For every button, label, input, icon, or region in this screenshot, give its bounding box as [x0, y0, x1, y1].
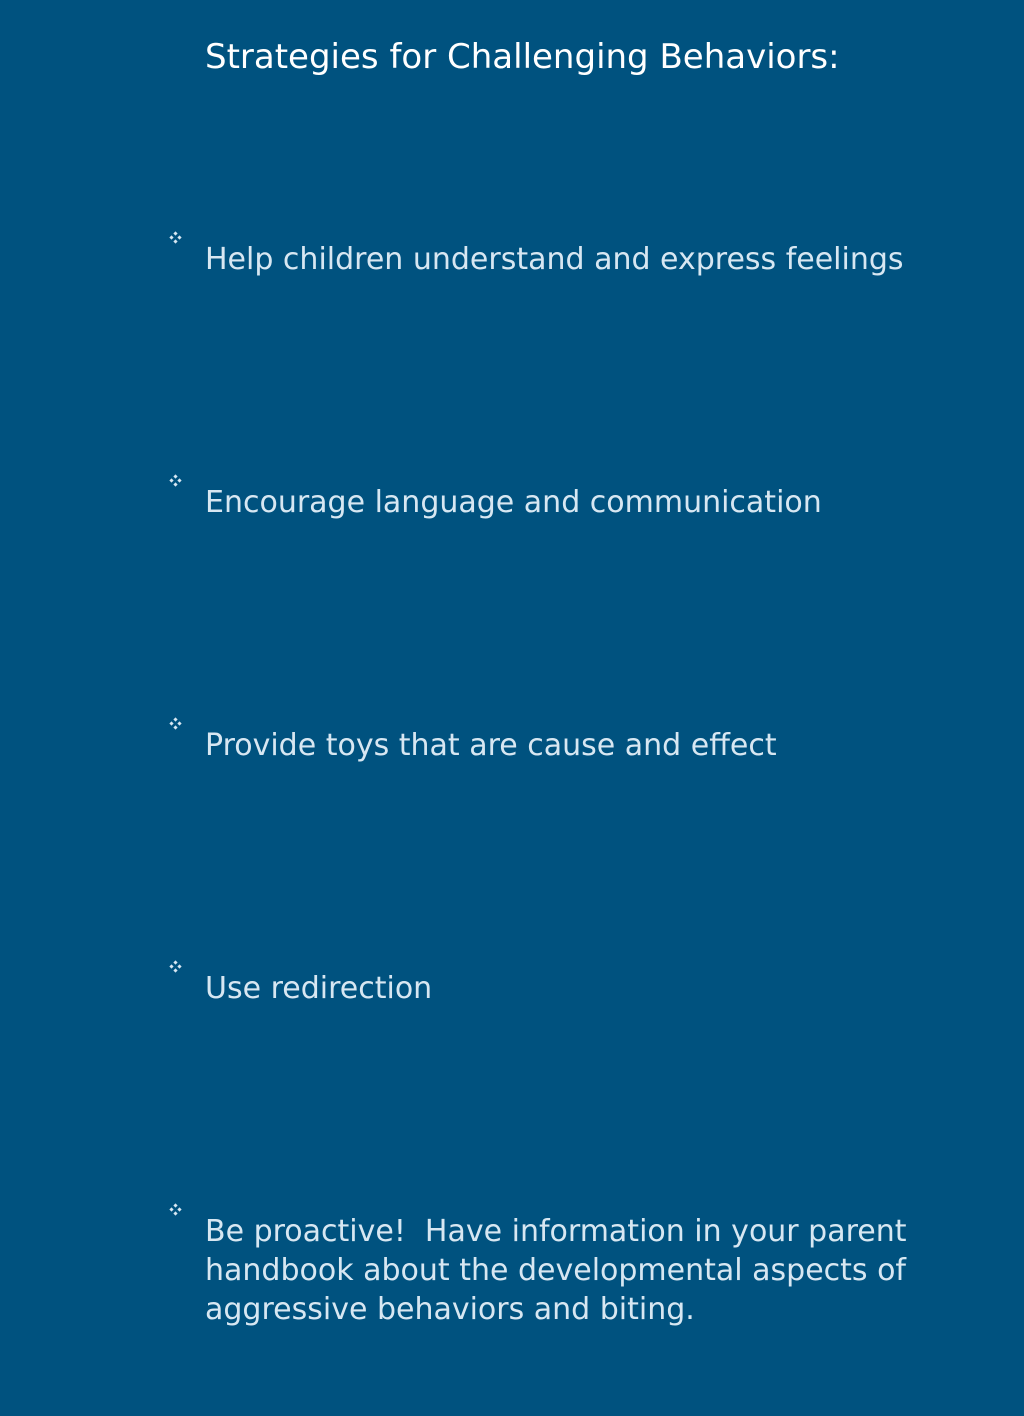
diamond-bullet-icon: [170, 622, 181, 633]
bullet-text: Use redirection: [205, 971, 433, 1006]
bullet-item: [170, 609, 970, 843]
diamond-bullet-icon: [170, 865, 181, 876]
bullet-text: Encourage language and communication: [205, 485, 822, 520]
bullet-text: Help children understand and express feelings: [205, 242, 904, 277]
diamond-bullet-icon: [170, 379, 181, 390]
bullet-text: Provide toys that are cause and effect: [205, 728, 777, 763]
diamond-bullet-icon: [170, 136, 181, 147]
slide-title: Strategies for Challenging Behaviors:: [205, 37, 840, 77]
bullet-item: [170, 123, 970, 357]
bullet-item: [170, 1095, 970, 1407]
bullet-list: [170, 123, 970, 1416]
bullet-text: Be proactive! Have information in your parent handbook about the developmental aspects of aggressive behaviors and biting.: [205, 1214, 917, 1327]
bullet-item: [170, 366, 970, 600]
bullet-item: [170, 852, 970, 1086]
diamond-bullet-icon: [170, 1108, 181, 1119]
